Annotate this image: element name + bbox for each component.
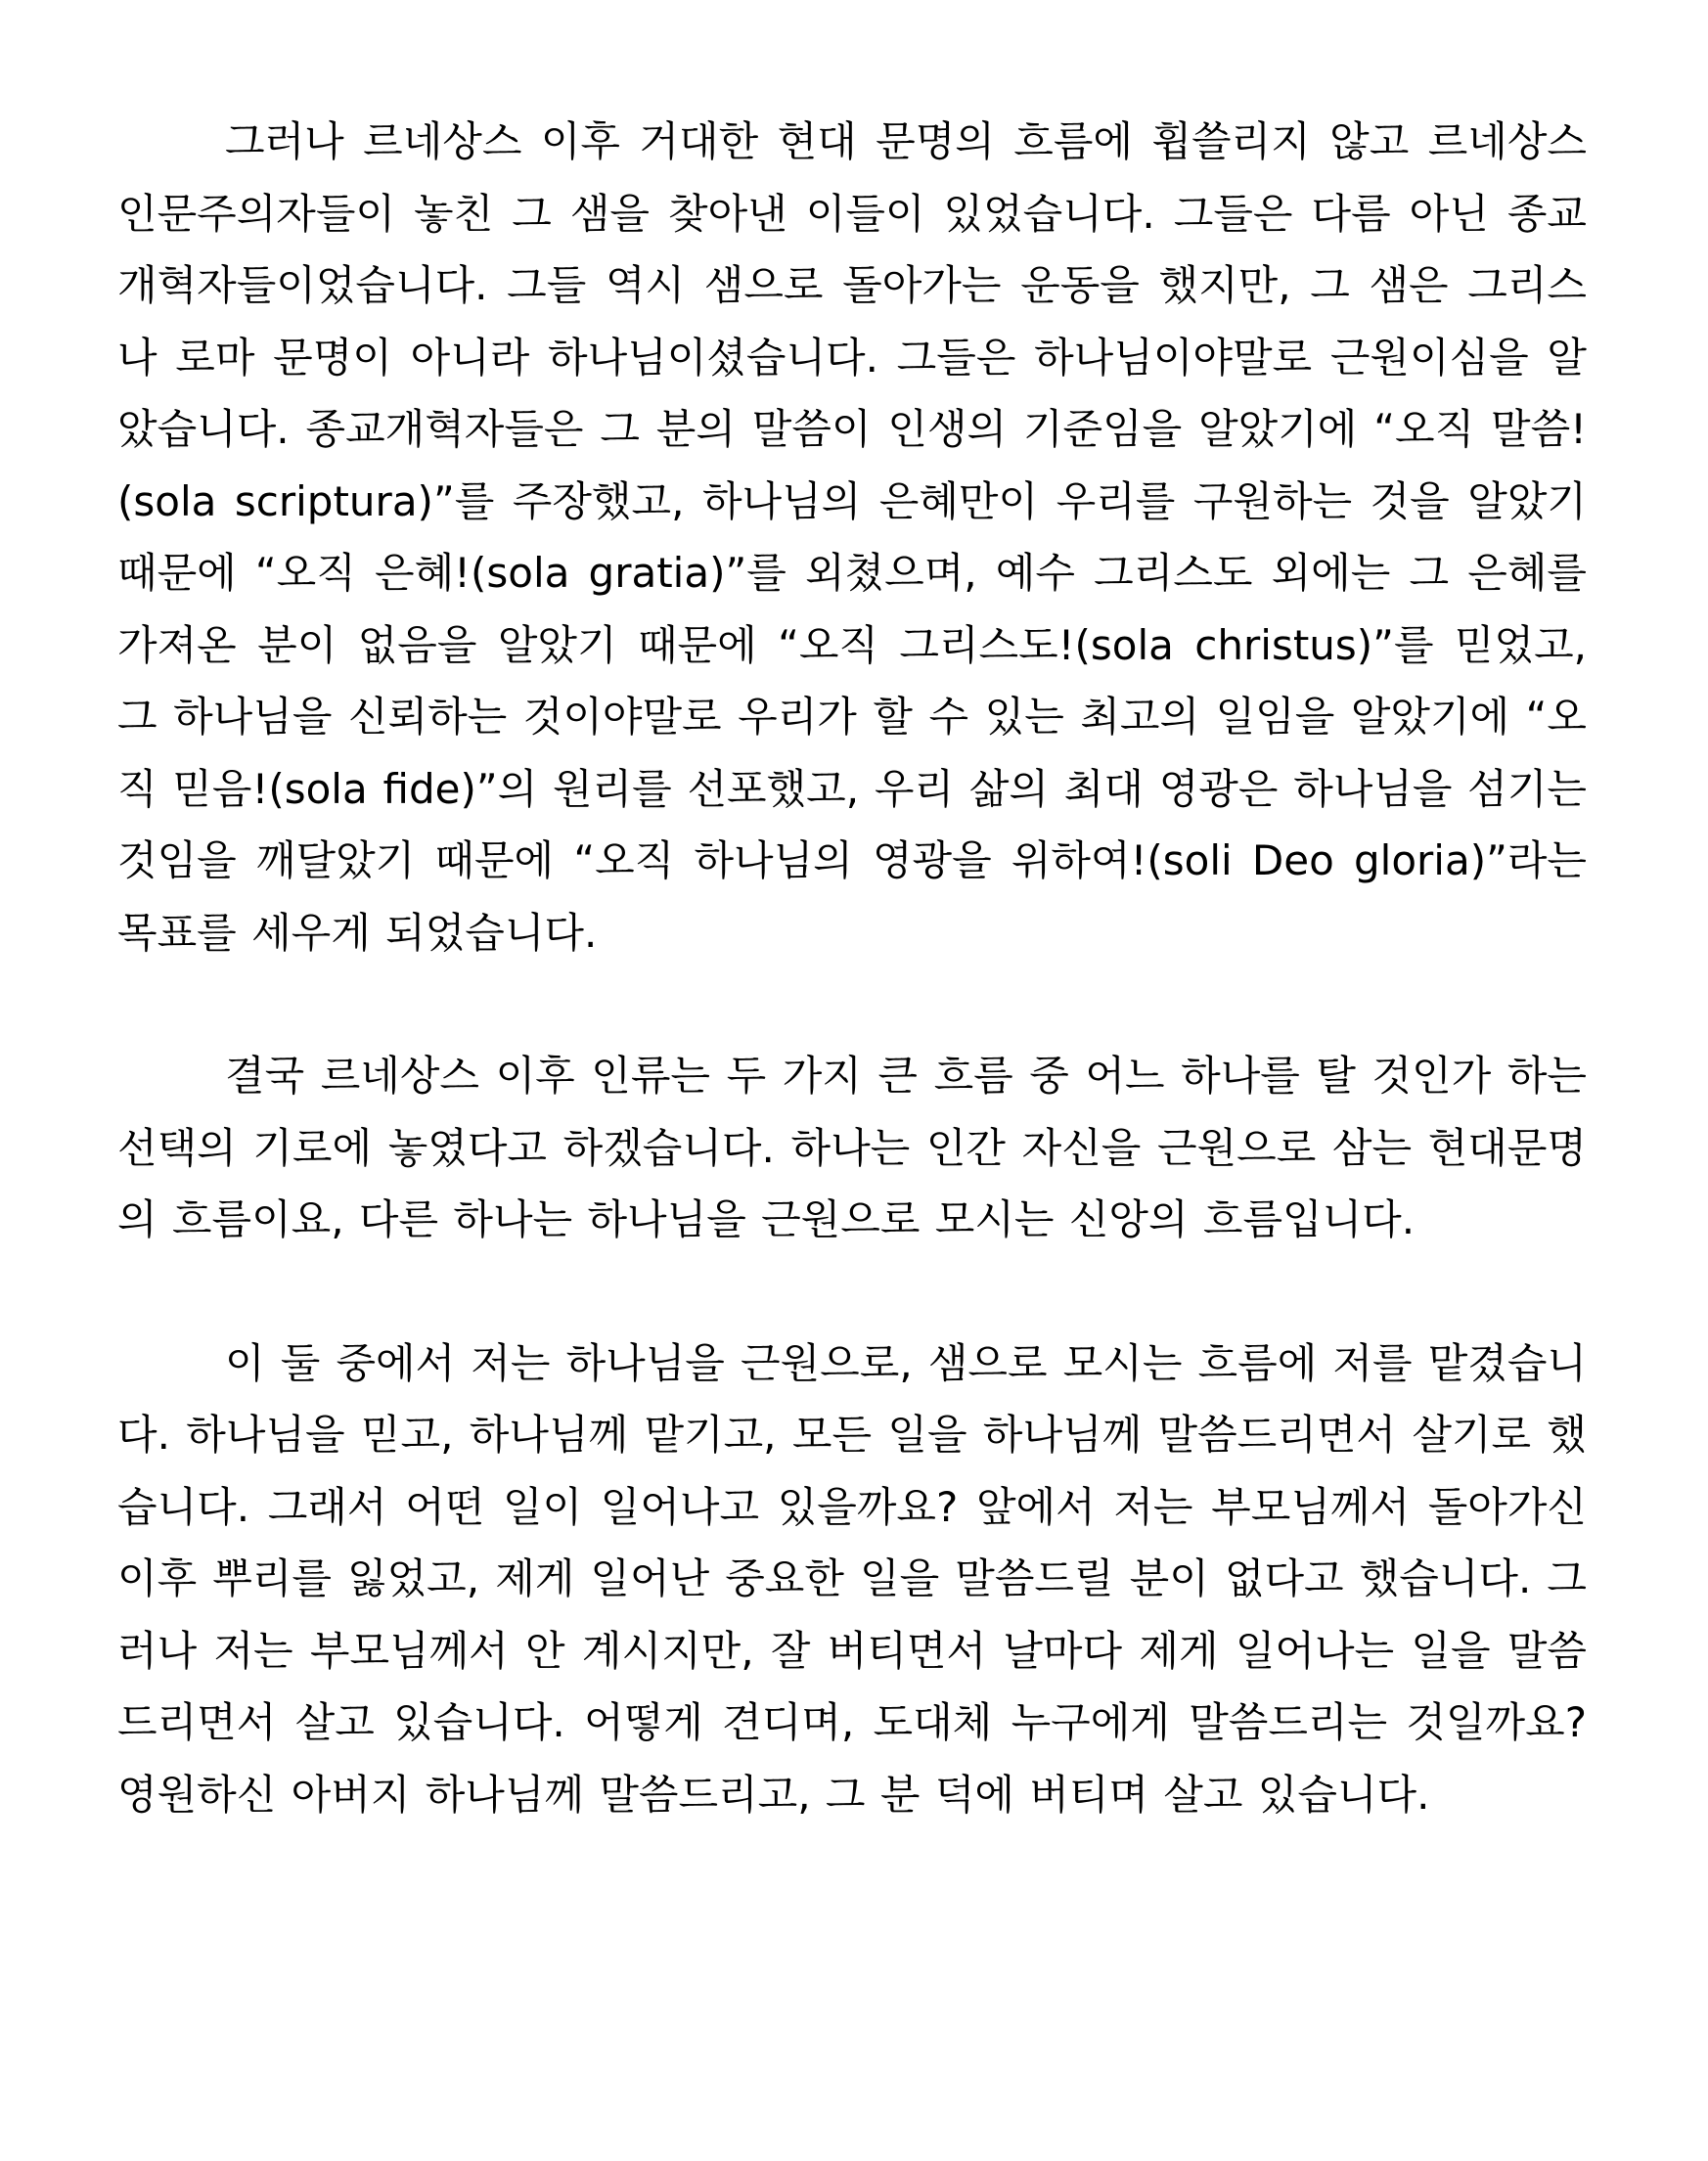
document-page: [117, 106, 1587, 1902]
paragraph-two-streams: 결국 르네상스 이후 인류는 두 가지 큰 흐름 중 어느 하나를 탈 것인가 하는 선택의 기로에 놓였다고 하겠습니다. 하나는 인간 자신을 근원으로 삼는 현대문명의 흐름이요, 다른 하나는 하나님을 근원으로 모시는 신앙의 흐름입니다.: [117, 1052, 1587, 1243]
paragraph-personal-faith: 이 둘 중에서 저는 하나님을 근원으로, 샘으로 모시는 흐름에 저를 맡겼습니다. 하나님을 믿고, 하나님께 맡기고, 모든 일을 하나님께 말씀드리면서 살기로 했습니다. 그래서 어떤 일이 일어나고 있을까요? 앞에서 저는 부모님께서 돌아가신 이후 뿌리를 잃었고, 제게 일어난 중요한 일을 말씀드릴 분이 없다고 했습니다. 그러나 저는 부모님께서 안 계시지만, 잘 버티면서 날마다 제게 일어나는 일을 말씀드리면서 살고 있습니다. 어떻게 견디며, 도대체 누구에게 말씀드리는 것일까요? 영원하신 아버지 하나님께 말씀드리고, 그 분 덕에 버티며 살고 있습니다.: [117, 1338, 1587, 1819]
paragraph-reformers: 그러나 르네상스 이후 거대한 현대 문명의 흐름에 휩쓸리지 않고 르네상스 인문주의자들이 놓친 그 샘을 찾아낸 이들이 있었습니다. 그들은 다름 아닌 종교개혁자들이었습니다. 그들 역시 샘으로 돌아가는 운동을 했지만, 그 샘은 그리스나 로마 문명이 아니라 하나님이셨습니다. 그들은 하나님이야말로 근원이심을 알았습니다. 종교개혁자들은 그 분의 말씀이 인생의 기준임을 알았기에 “오직 말씀!(sola scriptura)”를 주장했고, 하나님의 은혜만이 우리를 구원하는 것을 알았기 때문에 “오직 은혜!(sola gratia)”를 외쳤으며, 예수 그리스도 외에는 그 은혜를 가져온 분이 없음을 알았기 때문에 “오직 그리스도!(sola christus)”를 믿었고, 그 하나님을 신뢰하는 것이야말로 우리가 할 수 있는 최고의 일임을 알았기에 “오직 믿음!(sola fide)”의 원리를 선포했고, 우리 삶의 최대 영광은 하나님을 섬기는 것임을 깨달았기 때문에 “오직 하나님의 영광을 위하여!(soli Deo gloria)”라는 목표를 세우게 되었습니다.: [117, 117, 1587, 957]
